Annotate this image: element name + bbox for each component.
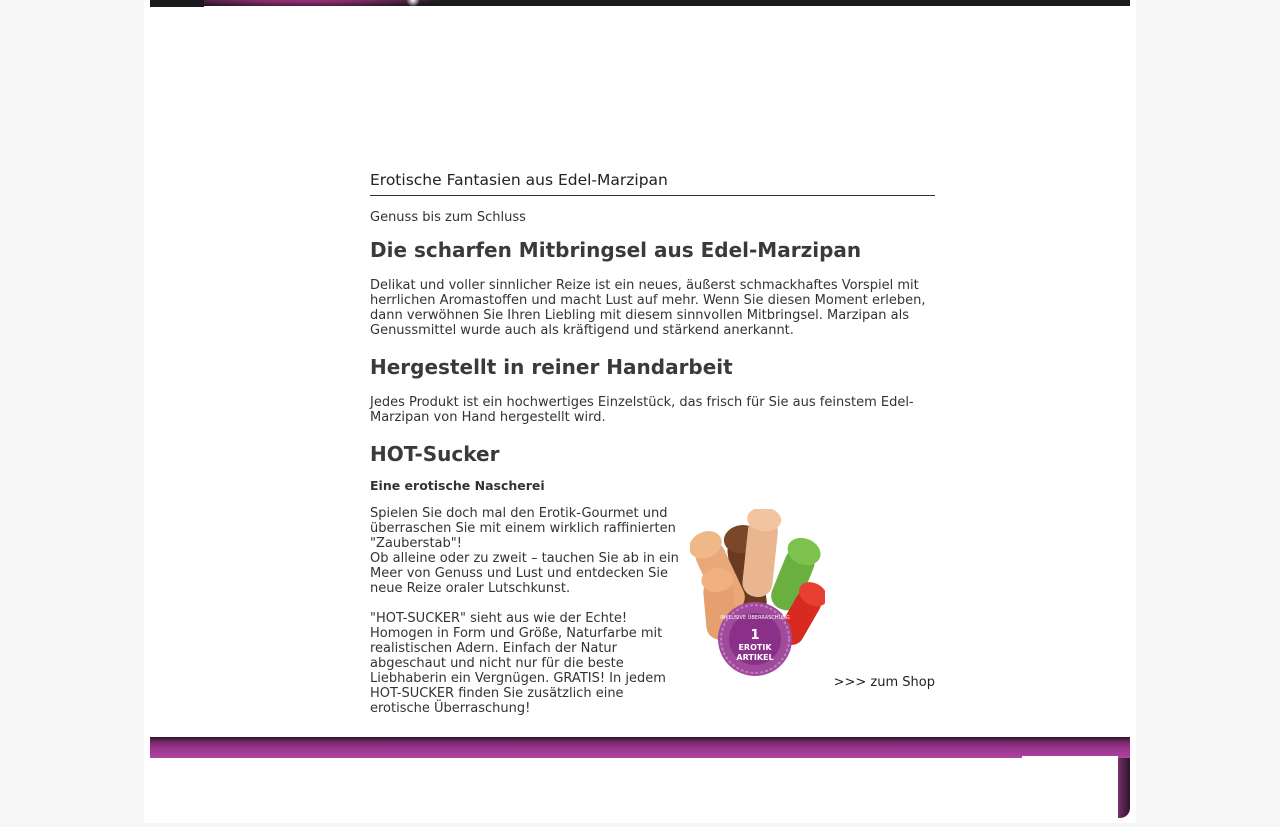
hot-sucker-para-2: Ob alleine oder zu zweit – tauchen Sie ab in ein Meer von Genuss und Lust und entdecken Sie neue Reize oraler Lutschkunst. <box>370 551 679 596</box>
top-banner <box>150 0 1130 7</box>
svg-text:INKLUSIVE ÜBERRASCHUNG: INKLUSIVE ÜBERRASCHUNG <box>720 615 790 621</box>
hot-sucker-block <box>370 506 935 716</box>
hot-sucker-para-3: "HOT-SUCKER" sieht aus wie der Echte! Homogen in Form und Größe, Naturfarbe mit realistischen Adern. Einfach der Natur abgeschaut und nicht nur für die beste Liebhaberin ein Vergnügen. GRATIS! In jedem HOT-SUCKER finden Sie zusätzlich eine erotische Überraschung! <box>370 611 666 716</box>
article-subtitle: Genuss bis zum Schluss <box>370 210 526 225</box>
hot-sucker-subheading: Eine erotische Nascherei <box>370 478 545 493</box>
hot-sucker-description <box>370 506 682 716</box>
article-title: Erotische Fantasien aus Edel-Marzipan <box>370 168 935 196</box>
page-container <box>144 0 1136 823</box>
footer-area <box>150 758 1118 823</box>
section-heading-hot-sucker: HOT-Sucker <box>370 442 500 466</box>
shop-link[interactable]: >>> zum Shop <box>833 675 935 690</box>
article-content <box>370 168 935 716</box>
section-heading-mitbringsel: Die scharfen Mitbringsel aus Edel-Marzipan <box>370 238 862 262</box>
product-image <box>690 509 825 679</box>
svg-text:1: 1 <box>750 628 760 643</box>
footer-edge <box>1118 758 1130 818</box>
hot-sucker-para-1: Spielen Sie doch mal den Erotik-Gourmet und überraschen Sie mit einem wirklich raffinierten "Zauberstab"! <box>370 506 676 551</box>
svg-text:ARTIKEL: ARTIKEL <box>736 653 774 662</box>
surprise-badge-icon <box>718 602 792 676</box>
footer-band <box>150 737 1130 759</box>
banner-divider <box>204 6 1130 7</box>
section-heading-handarbeit: Hergestellt in reiner Handarbeit <box>370 355 733 379</box>
svg-text:EROTIK: EROTIK <box>738 643 772 652</box>
footer-logo-box <box>1022 756 1118 790</box>
section-text-handarbeit: Jedes Produkt ist ein hochwertiges Einzelstück, das frisch für Sie aus feinstem Edel-Marzipan von Hand hergestellt wird. <box>370 395 914 425</box>
section-text-mitbringsel: Delikat und voller sinnlicher Reize ist ein neues, äußerst schmackhaftes Vorspiel mit herrlichen Aromastoffen und macht Lust auf mehr. Wenn Sie diesen Moment erleben, dann verwöhnen Sie Ihren Liebling mit diesem sinnvollen Mitbringsel. Marzipan als Genussmittel wurde auch als kräftigend und stärkend anerkannt. <box>370 278 926 338</box>
